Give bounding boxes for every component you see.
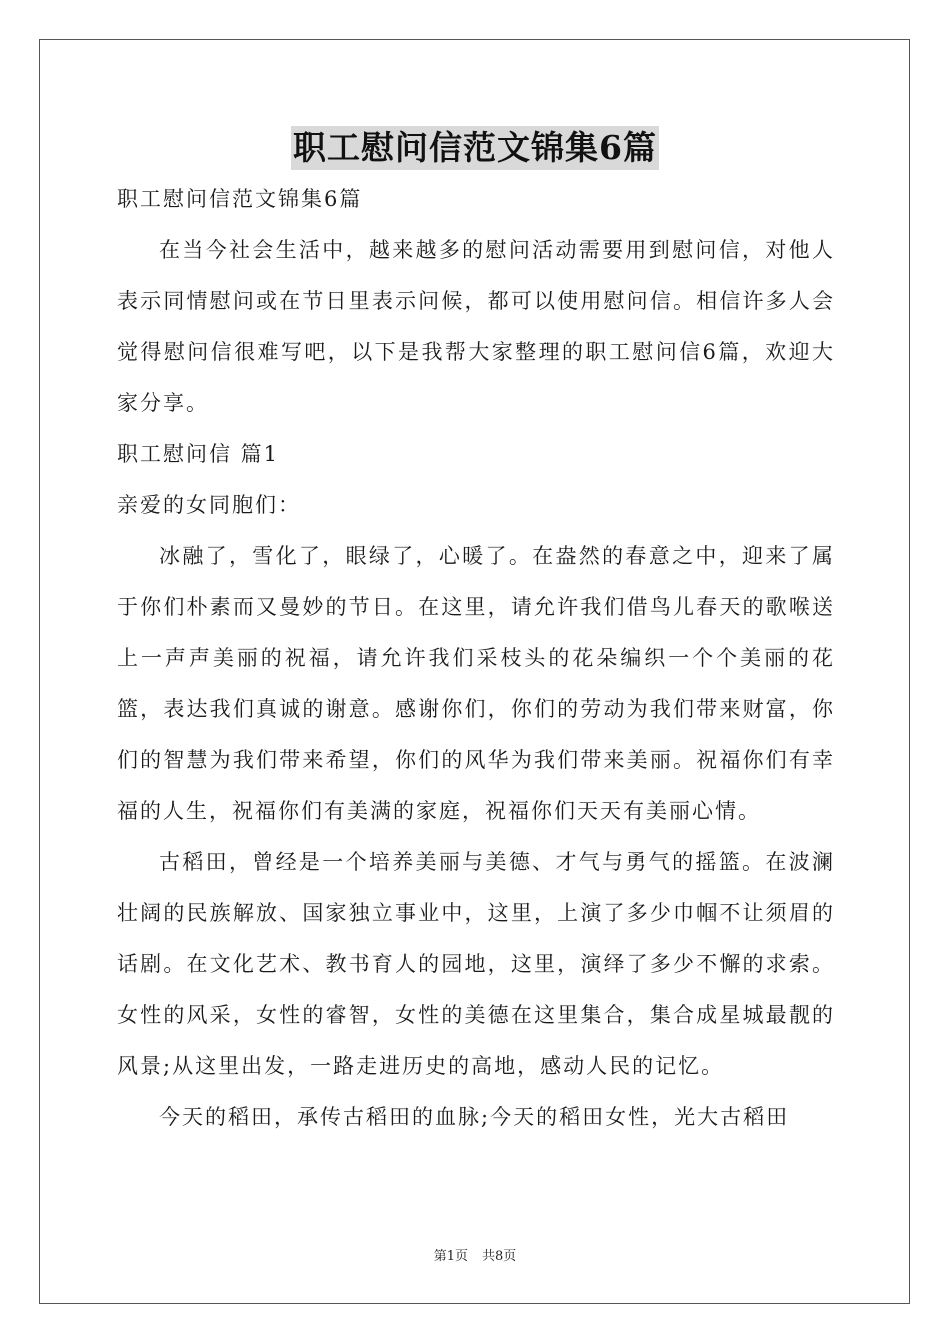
paragraph-intro: 在当今社会生活中，越来越多的慰问活动需要用到慰问信，对他人表示同情慰问或在节日里表示问候，都可以使用慰问信。相信许多人会觉得慰问信很难写吧，以下是我帮大家整理的职工慰问信6篇，欢迎大家分享。: [117, 238, 835, 415]
section-heading: 职工慰问信 篇1: [117, 442, 280, 466]
total-pages: 共8页: [482, 1249, 517, 1264]
paragraph-subtitle: 职工慰问信范文锦集6篇: [117, 187, 363, 211]
document-body: [117, 174, 835, 1143]
paragraph: 冰融了，雪化了，眼绿了，心暖了。在盎然的春意之中，迎来了属于你们朴素而又曼妙的节日。在这里，请允许我们借鸟儿春天的歌喉送上一声声美丽的祝福，请允许我们采枝头的花朵编织一个个美丽的花篮，表达我们真诚的谢意。感谢你们，你们的劳动为我们带来财富，你们的智慧为我们带来希望，你们的风华为我们带来美丽。祝福你们有幸福的人生，祝福你们有美满的家庭，祝福你们天天有美丽心情。: [117, 544, 835, 823]
paragraph: 今天的稻田，承传古稻田的血脉;今天的稻田女性，光大古稻田: [159, 1105, 790, 1129]
page-number: 第1页: [433, 1249, 468, 1264]
title-container: [0, 126, 950, 170]
paragraph: 古稻田，曾经是一个培养美丽与美德、才气与勇气的摇篮。在波澜壮阔的民族解放、国家独立事业中，这里，上演了多少巾帼不让须眉的话剧。在文化艺术、教书育人的园地，这里，演绎了多少不懈的求索。女性的风采，女性的睿智，女性的美德在这里集合，集合成星城最靓的风景;从这里出发，一路走进历史的高地，感动人民的记忆。: [117, 850, 835, 1078]
salutation: 亲爱的女同胞们：: [117, 493, 301, 517]
document-title: 职工慰问信范文锦集6篇: [291, 126, 659, 170]
page-footer: [0, 1245, 950, 1264]
